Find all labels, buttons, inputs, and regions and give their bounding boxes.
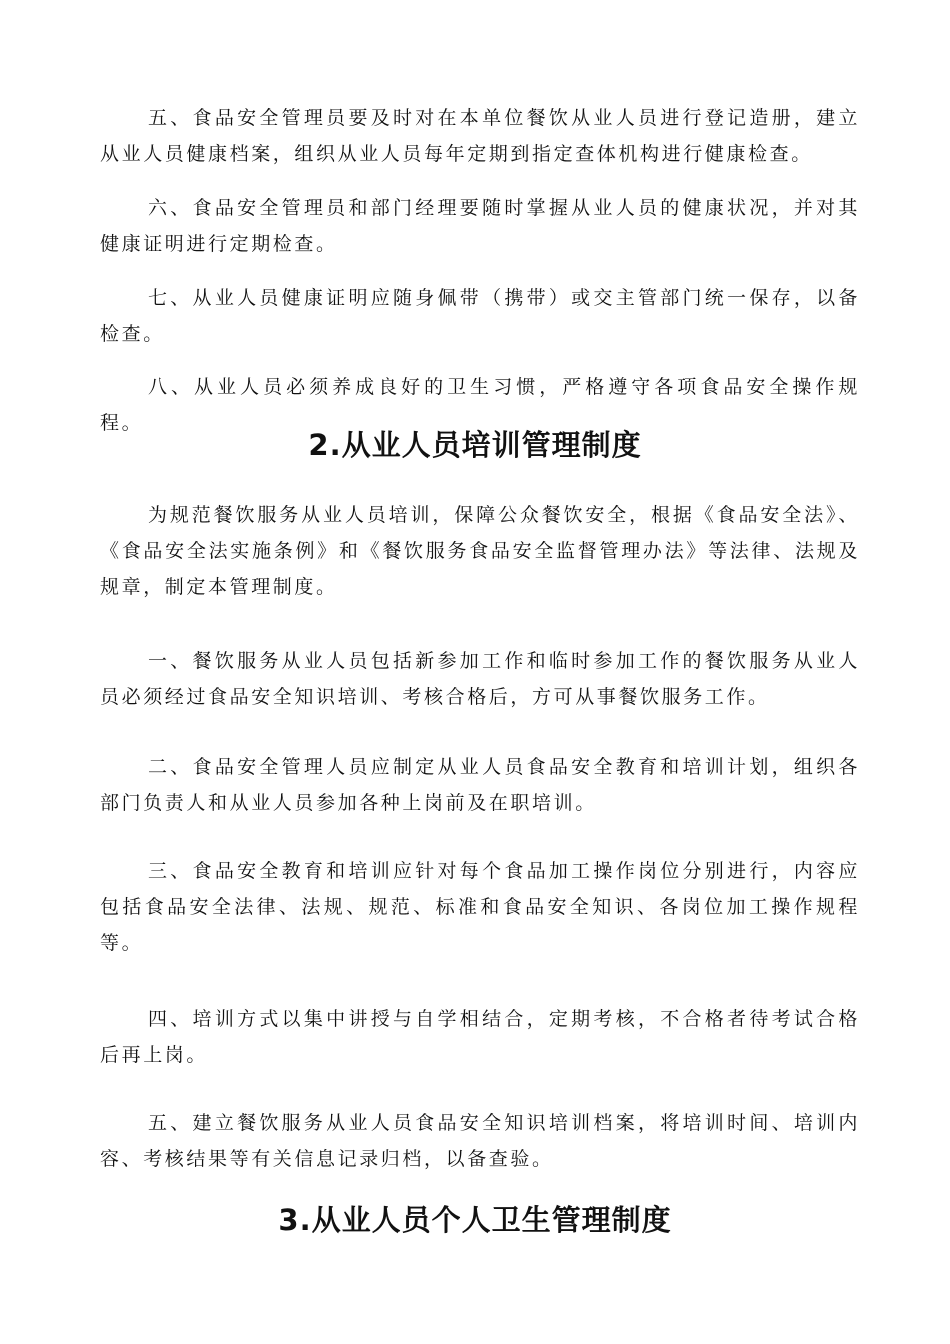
paragraph-training-item-2: 二、食品安全管理人员应制定从业人员食品安全教育和培训计划，组织各部门负责人和从业人员参加各种上岗前及在职培训。: [100, 756, 860, 814]
paragraph-health-certificate: 七、从业人员健康证明应随身佩带（携带）或交主管部门统一保存，以备检查。: [100, 287, 860, 345]
section-title-training: 2.从业人员培训管理制度: [308, 428, 642, 462]
paragraph-hygiene-habits: 八、从业人员必须养成良好的卫生习惯，严格遵守各项食品安全操作规程。: [100, 376, 860, 434]
paragraph-training-item-1: 一、餐饮服务从业人员包括新参加工作和临时参加工作的餐饮服务从业人员必须经过食品安全知识培训、考核合格后，方可从事餐饮服务工作。: [100, 650, 860, 708]
section-title-hygiene: 3.从业人员个人卫生管理制度: [278, 1203, 672, 1237]
paragraph-training-intro: 为规范餐饮服务从业人员培训，保障公众餐饮安全，根据《食品安全法》、《食品安全法实施条例》和《餐饮服务食品安全监督管理办法》等法律、法规及规章，制定本管理制度。: [100, 504, 860, 598]
paragraph-training-item-5: 五、建立餐饮服务从业人员食品安全知识培训档案，将培训时间、培训内容、考核结果等有关信息记录归档，以备查验。: [100, 1112, 860, 1170]
paragraph-health-records: 五、食品安全管理员要及时对在本单位餐饮从业人员进行登记造册，建立从业人员健康档案，组织从业人员每年定期到指定查体机构进行健康检查。: [100, 107, 860, 165]
paragraph-training-item-3: 三、食品安全教育和培训应针对每个食品加工操作岗位分别进行，内容应包括食品安全法律、法规、规范、标准和食品安全知识、各岗位加工操作规程等。: [100, 860, 860, 954]
paragraph-health-monitoring: 六、食品安全管理员和部门经理要随时掌握从业人员的健康状况，并对其健康证明进行定期检查。: [100, 197, 860, 255]
paragraph-training-item-4: 四、培训方式以集中讲授与自学相结合，定期考核，不合格者待考试合格后再上岗。: [100, 1008, 860, 1066]
